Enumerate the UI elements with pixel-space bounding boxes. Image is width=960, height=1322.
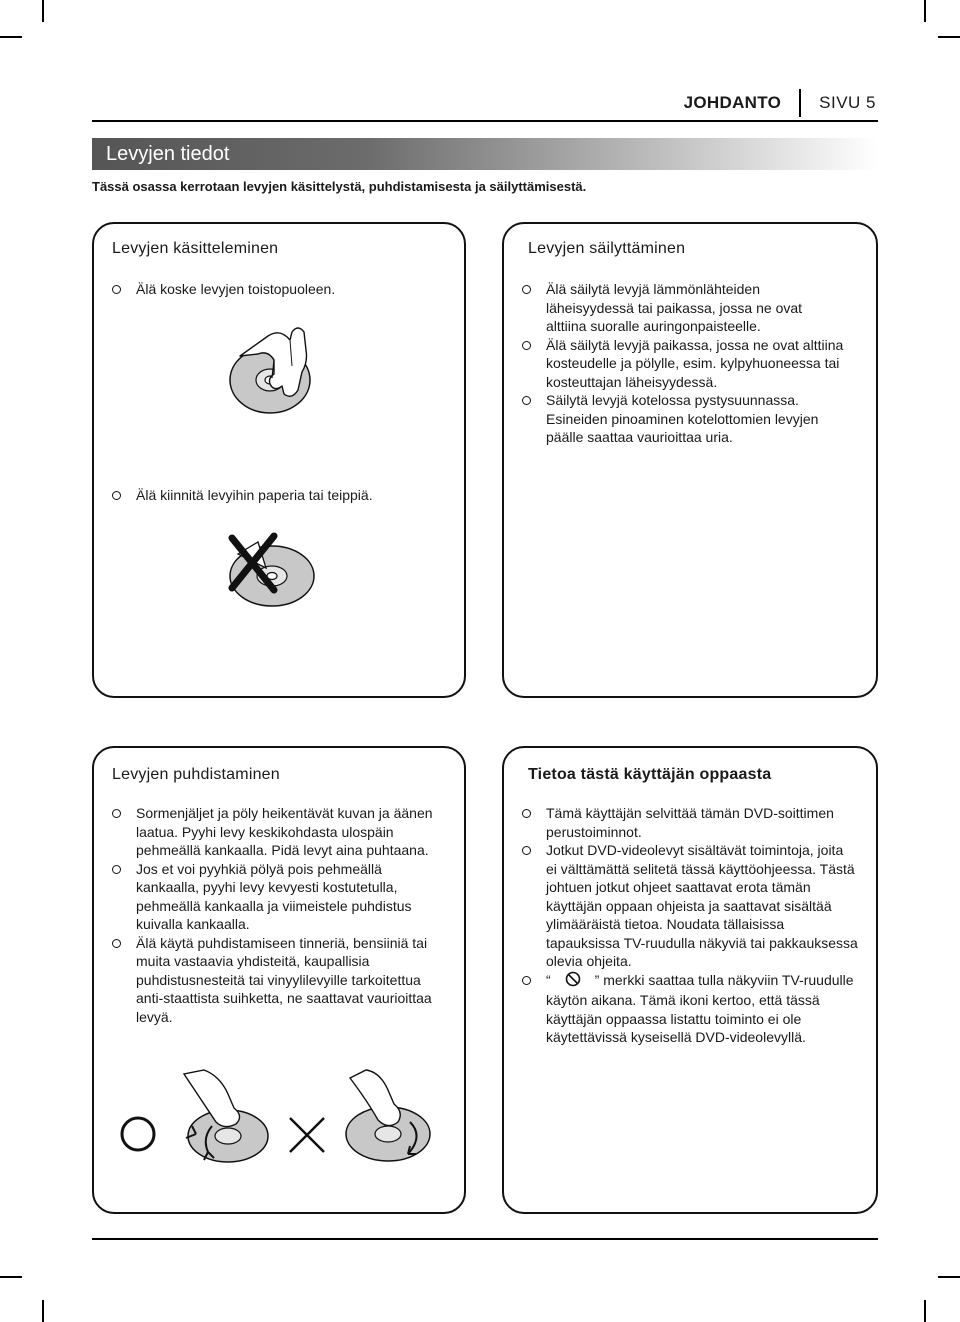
wrong-cleaning-illustration: [284, 1064, 454, 1174]
crop-mark: [924, 0, 926, 22]
page-number: SIVU 5: [819, 93, 876, 112]
manual-info-list: [522, 804, 858, 1047]
list-item: Älä säilytä levyjä lämmönlähteiden läheisyydessä tai paikassa, jossa ne ovat alttiina suoralle auringonpaisteelle.: [522, 280, 844, 336]
header-rule: [92, 120, 878, 122]
circle-correct-icon: [122, 1118, 154, 1150]
section-banner: [92, 138, 878, 170]
list-item: Jos et voi pyyhkiä pölyä pois pehmeällä kankaalla, pyyhi levy kevyesti kostutetulla, pehmeällä kankaalla ja viimeistele puhdistus kuivalla kankaalla.: [112, 860, 442, 934]
cross-wrong-icon: [290, 1118, 324, 1152]
handling-title: Levyjen käsitteleminen: [112, 240, 279, 257]
crop-mark: [42, 0, 44, 22]
section-title: Levyjen tiedot: [106, 143, 230, 165]
crop-mark: [938, 1276, 960, 1278]
header-divider: [799, 89, 801, 117]
list-item: Älä kiinnitä levyihin paperia tai teippiä.: [112, 486, 442, 505]
handling-list: [112, 280, 442, 299]
list-item: Säilytä levyjä kotelossa pystysuunnassa. Esineiden pinoaminen kotelottomien levyjen päälle saattaa vaurioittaa uria.: [522, 391, 844, 447]
crop-mark: [0, 36, 22, 38]
disc-tape-illustration: [224, 532, 324, 612]
list-item: Älä koske levyjen toistopuoleen.: [112, 280, 442, 299]
list-item-icon-note: [522, 971, 858, 1047]
disc-touch-illustration: [228, 320, 338, 420]
manual-info-title: Tietoa tästä käyttäjän oppaasta: [528, 766, 772, 783]
crop-mark: [938, 36, 960, 38]
page-header: [684, 88, 876, 118]
list-item: Jotkut DVD-videolevyt sisältävät toimintoja, joita ei välttämättä selitetä tässä käyttöohjeessa. Tästä johtuen jotkut ohjeet saattavat erota tämän käyttäjän oppaan ohjeista ja saattavat sisältää ylimääräistä tietoa. Noudata tällaisissa tapauksissa TV-ruudulla näkyviä tai pakkauksessa olevia ohjeita.: [522, 841, 858, 971]
handling-box: [92, 222, 466, 698]
chapter-title: JOHDANTO: [683, 93, 782, 112]
crop-mark: [42, 1300, 44, 1322]
section-intro: Tässä osassa kerrotaan levyjen käsittelystä, puhdistamisesta ja säilyttämisestä.: [92, 179, 587, 194]
list-item: Tämä käyttäjän selvittää tämän DVD-soittimen perustoiminnot.: [522, 804, 858, 841]
footer-rule: [92, 1238, 878, 1240]
quote-open: “: [546, 971, 551, 988]
manual-info-box: [502, 746, 878, 1214]
icon-note-text: ” merkki saattaa tulla näkyviin TV-ruudulle käytön aikana. Tämä ikoni kertoo, että tässä käyttäjän oppaassa listattu toiminto ei ole käytettävissä kyseisellä DVD-videolevyllä.: [546, 971, 854, 1045]
storage-title: Levyjen säilyttäminen: [528, 240, 686, 257]
crop-mark: [0, 1276, 22, 1278]
cleaning-list: [112, 804, 442, 1026]
list-item: Älä käytä puhdistamiseen tinneriä, bensiiniä tai muita vastaavia yhdisteitä, kaupallisia puhdistusnesteitä tai vinyylilevyille tarkoitettua anti-staattista suihketta, ne saattavat vaurioittaa levyä.: [112, 934, 442, 1027]
handling-list-2: [112, 486, 442, 505]
crop-mark: [924, 1300, 926, 1322]
storage-list: [522, 280, 844, 447]
correct-cleaning-illustration: [112, 1064, 292, 1174]
storage-box: [502, 222, 878, 698]
list-item: Sormenjäljet ja pöly heikentävät kuvan ja äänen laatua. Pyyhi levy keskikohdasta ulospäin pehmeällä kankaalla. Pidä levyt aina puhtaana.: [112, 804, 442, 860]
list-item: Älä säilytä levyjä paikassa, jossa ne ovat alttiina kosteudelle ja pölylle, esim. kylpyhuoneessa tai kosteuttajan läheisyydessä.: [522, 336, 844, 392]
cleaning-title: Levyjen puhdistaminen: [112, 766, 280, 783]
cleaning-box: [92, 746, 466, 1214]
prohibited-icon: [551, 971, 595, 992]
